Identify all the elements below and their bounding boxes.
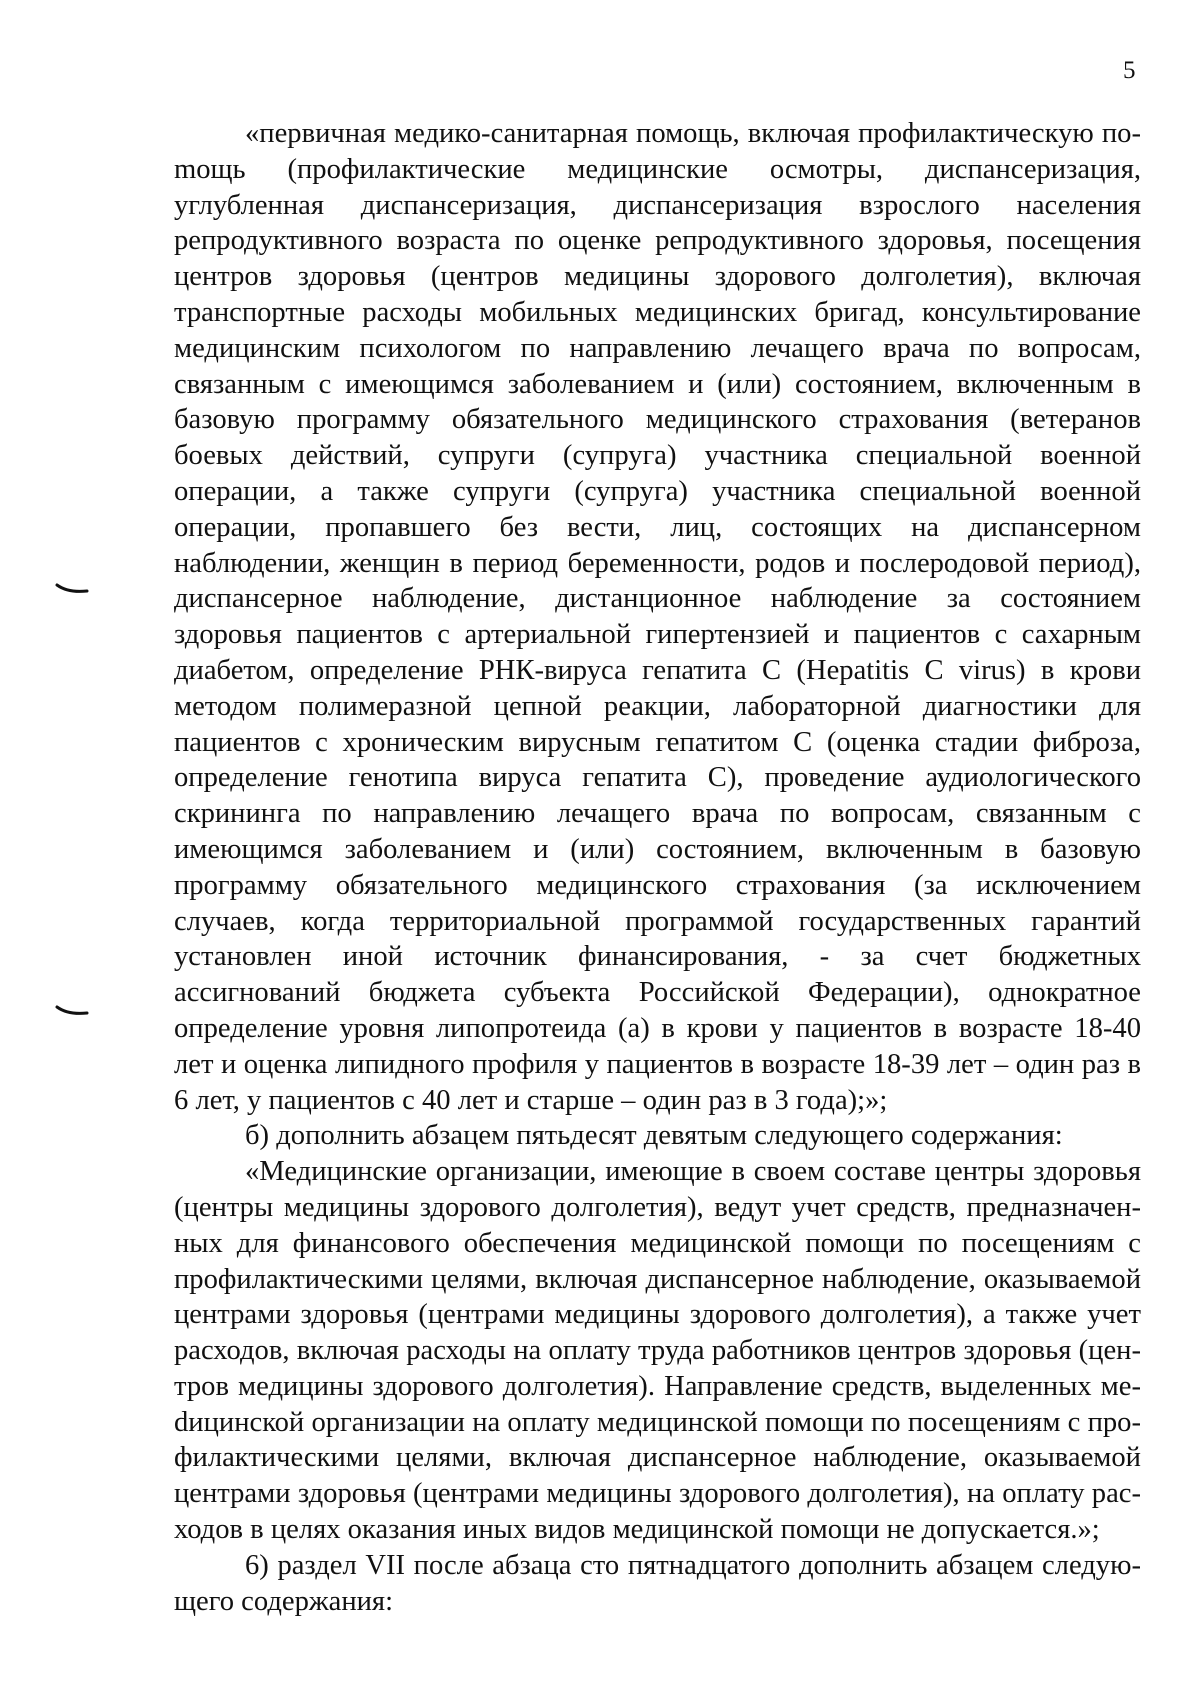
document-body [174, 116, 1141, 1619]
paragraph-amendment-b: б) дополнить абзацем пятьдесят девятым следующего содержания: [245, 1120, 1063, 1152]
paragraph-quoted-health-centers: «Медицинские организации, имеющие в своем составе центры здоровья (центры медицины здорового долголетия), ведут учет средств, предназначенных для финансового обеспечения медицинской помощи по посещениям с профилактическими целями, включая диспансерное наблюдение, оказываемой центрами здоровья (центрами медицины здорового долголетия), а также учет расходов, включая расходы на оплату труда работников центров здоровья (центров медицины здорового долголетия). Направление средств, выделенных меdицинской организации на оплату медицинской помощи по посещениям с профилактическими целями, включая диспансерное наблюдение, оказываемой центрами здоровья (центрами медицины здорового долголетия), на оплату расходов в целях оказания иных видов медицинской помощи не допускается.»; [174, 1156, 1141, 1546]
paragraph-quoted-primary-care: «первичная медико-санитарная помощь, включая профилактическую поmощь (профилактические медицинские осмотры, диспансеризация, углубленная диспансеризация, диспансеризация взрослого населения репродуктивного возраста по оценке репродуктивного здоровья, посещения центров здоровья (центров медицины здорового долголетия), включая транспортные расходы мобильных медицинских бригад, консультирование медицинским психологом по направлению лечащего врача по вопросам, связанным с имеющимся заболеванием и (или) состоянием, включенным в базовую программу обязательного медицинского страхования (ветеранов боевых действий, супруги (супруга) участника специальной военной операции, а также супруги (супруга) участника специальной военной операции, пропавшего без вести, лиц, состоящих на диспансерном наблюдении, женщин в период беременности, родов и послеродовой период), диспансерное наблюдение, дистанционное наблюдение за состоянием здоровья пациентов с артериальной гипертензией и пациентов с сахарным диабетом, определение РНК-вируса гепатита С (Hepatitis C virus) в крови методом полимеразной цепной реакции, лабораторной диагностики для пациентов с хроническим вирусным гепатитом С (оценка стадии фиброза, определение генотипа вируса гепатита С), проведение аудиологического скрининга по направлению лечащего врача по вопросам, связанным с имеющимся заболеванием и (или) состоянием, включенным в базовую программу обязательного медицинского страхования (за исключением случаев, когда территориальной программой государственных гарантий установлен иной источник финансирования, - за счет бюджетных ассигнований бюджета субъекта Российской Федерации), однократное определение уровня липопротеида (а) в крови у пациентов в возрасте 18-40 лет и оценка липидного профиля у пациентов в возрасте 18-39 лет – один раз в 6 лет, у пациентов с 40 лет и старше – один раз в 3 года);»; [174, 118, 1141, 1116]
margin-tick-mark [54, 1004, 90, 1018]
paragraph-amendment-6: 6) раздел VII после абзаца сто пятнадцатого дополнить абзацем следующего содержания: [174, 1549, 1141, 1617]
page-number: 5 [1123, 57, 1136, 84]
margin-tick-mark [54, 582, 90, 596]
